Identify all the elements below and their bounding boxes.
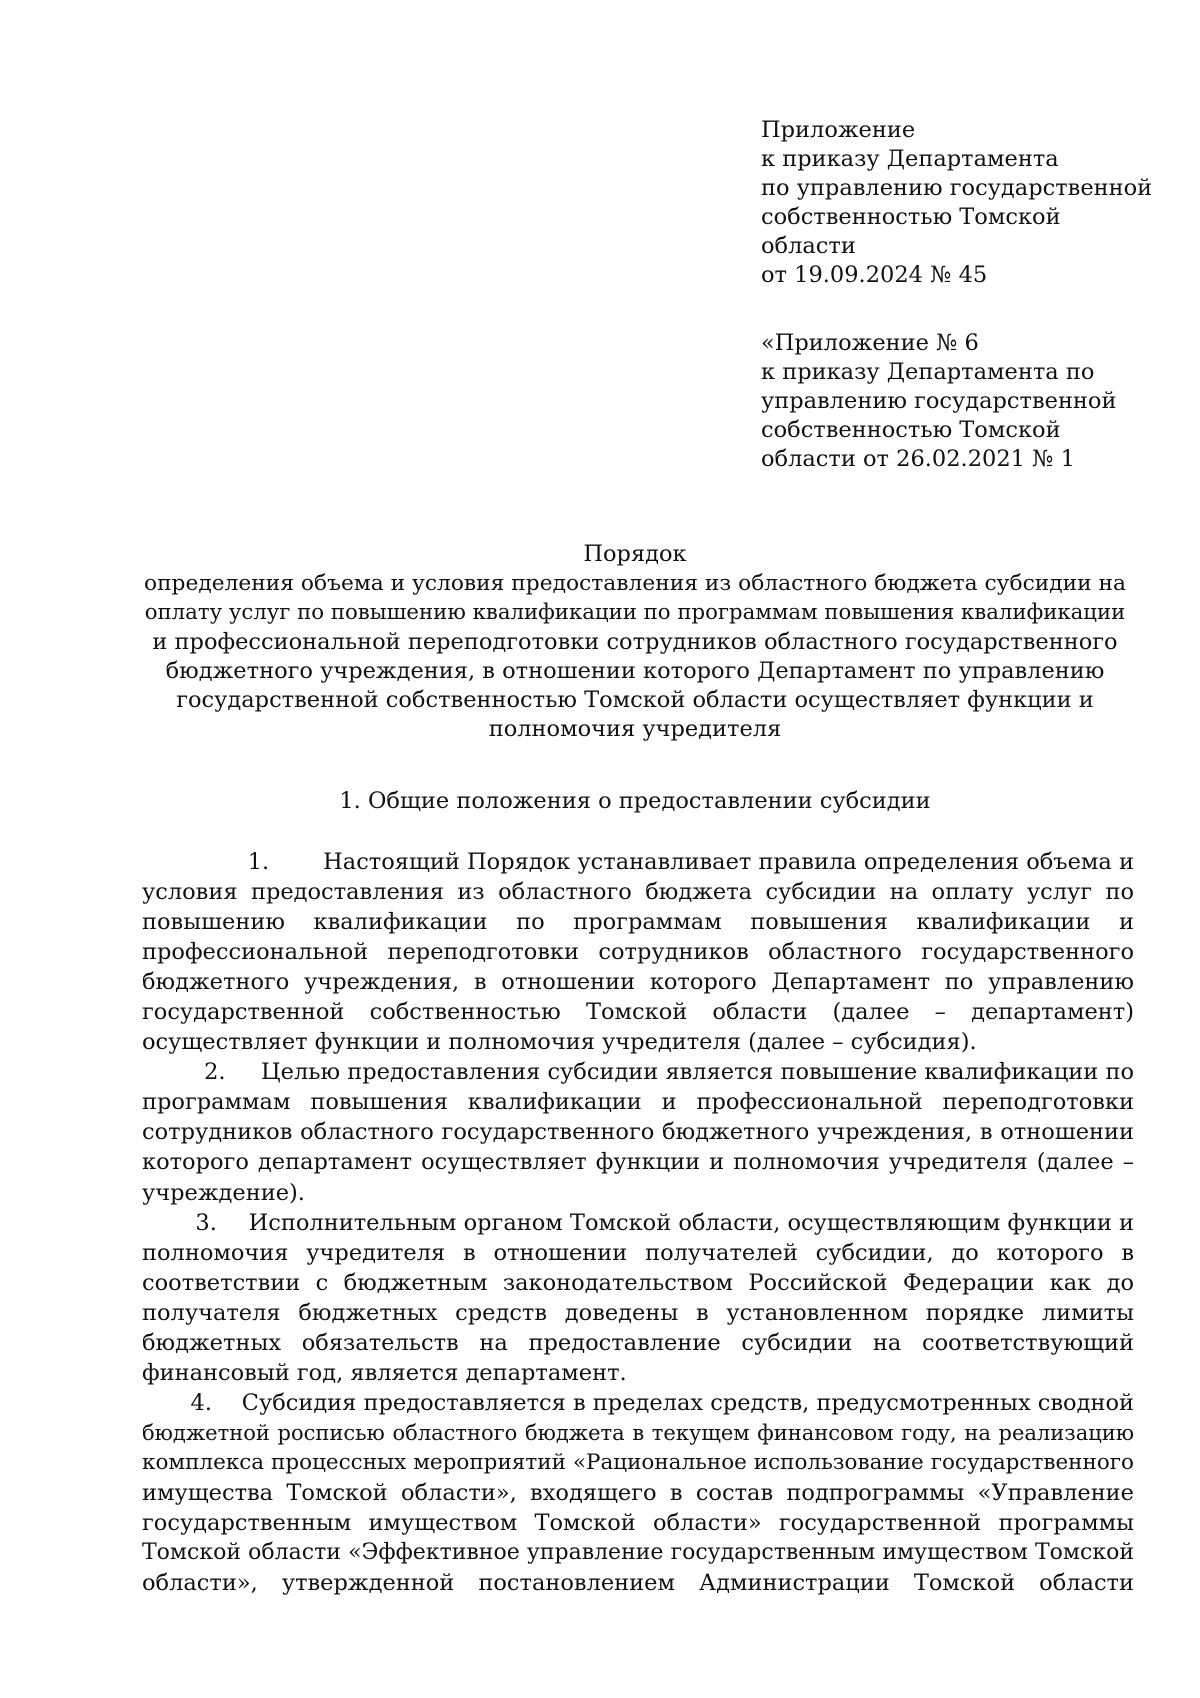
paragraph-4 <box>142 1388 1134 1598</box>
paragraph-number: 1. <box>247 849 270 875</box>
paragraph-2 <box>142 1057 1134 1207</box>
paragraph-line: учреждение). <box>142 1179 305 1206</box>
paragraph-line: получателя бюджетных средств доведены в установленном порядке лимиты <box>142 1299 1134 1326</box>
section-heading: 1. Общие положения о предоставлении субсидии <box>339 788 931 814</box>
paragraph-line: программам повышения квалификации и профессиональной переподготовки <box>142 1089 1134 1116</box>
appendix-note-original-order <box>761 329 1161 474</box>
paragraph-line: повышению квалификации по программам повышения квалификации и <box>142 909 1134 936</box>
paragraph-line: Целью предоставления субсидии является повышение квалификации по <box>261 1059 1134 1086</box>
document-body <box>142 847 1134 1598</box>
paragraph-line: Исполнительным органом Томской области, осуществляющим функции и <box>248 1209 1134 1236</box>
title-line: и профессиональной переподготовки сотрудников областного государственного <box>152 628 1118 655</box>
paragraph-first-line <box>142 1388 1134 1418</box>
appendix-line: к приказу Департамента <box>761 146 1059 172</box>
paragraph-1 <box>142 847 1134 1057</box>
title-line: государственной собственностью Томской области осуществляет функции и <box>176 687 1094 714</box>
paragraph-first-line <box>142 1057 1134 1087</box>
paragraph-line: бюджетной росписью областного бюджета в текущем финансовом году, на реализацию <box>142 1420 1134 1445</box>
paragraph-line: которого департамент осуществляет функции и полномочия учредителя (далее – <box>142 1149 1134 1176</box>
paragraph-first-line <box>142 1208 1134 1238</box>
paragraph-line: Субсидия предоставляется в пределах средств, предусмотренных сводной <box>241 1389 1134 1416</box>
paragraph-line: Настоящий Порядок устанавливает правила определения объема и <box>323 849 1134 875</box>
appendix-line: Приложение <box>761 117 916 143</box>
appendix-note-current-order <box>761 116 1161 290</box>
title-line: Порядок <box>583 541 687 567</box>
paragraph-first-line <box>142 847 1134 877</box>
paragraph-line: области», утвержденной постановлением Администрации Томской области <box>142 1570 1134 1597</box>
paragraph-line: имущества Томской области», входящего в состав подпрограммы «Управление <box>142 1479 1134 1506</box>
paragraph-line: сотрудников областного государственного бюджетного учреждения, в отношении <box>142 1119 1134 1146</box>
title-line: полномочия учредителя <box>488 716 782 743</box>
paragraph-line: условия предоставления из областного бюджета субсидии на оплату услуг по <box>142 879 1134 906</box>
paragraph-3 <box>142 1208 1134 1388</box>
title-line: бюджетного учреждения, в отношении которого Департамент по управлению <box>165 657 1105 684</box>
appendix-line: собственностью Томской <box>761 204 1061 230</box>
appendix-line: области от 26.02.2021 № 1 <box>761 446 1075 472</box>
paragraph-line: бюджетных обязательств на предоставление субсидии на соответствующий <box>142 1329 1134 1356</box>
paragraph-number: 3. <box>195 1209 217 1236</box>
paragraph-line: соответствии с бюджетным законодательством Российской Федерации как до <box>142 1269 1134 1296</box>
appendix-line: собственностью Томской <box>761 417 1061 443</box>
paragraph-line: государственной собственностью Томской области (далее – департамент) <box>142 999 1134 1026</box>
appendix-line: от 19.09.2024 № 45 <box>761 262 988 288</box>
appendix-line: управлению государственной <box>761 388 1117 414</box>
paragraph-line: финансовый год, является департамент. <box>142 1359 627 1386</box>
paragraph-line: комплекса процессных мероприятий «Рациональное использование государственного <box>142 1449 1134 1475</box>
paragraph-line: профессиональной переподготовки сотрудников областного государственного <box>142 939 1134 966</box>
paragraph-line: осуществляет функции и полномочия учредителя (далее – субсидия). <box>142 1029 977 1056</box>
paragraph-line: полномочия учредителя в отношении получателей субсидии, до которого в <box>142 1239 1134 1266</box>
title-line: оплату услуг по повышению квалификации по программам повышения квалификации <box>144 600 1126 626</box>
paragraph-line: государственным имуществом Томской области» государственной программы <box>142 1510 1134 1537</box>
appendix-line: к приказу Департамента по <box>761 359 1095 385</box>
paragraph-line: Томской области «Эффективное управление государственным имуществом Томской <box>142 1540 1134 1566</box>
appendix-line: области <box>761 233 856 259</box>
document-title <box>140 540 1130 744</box>
paragraph-line: бюджетного учреждения, в отношении которого Департамент по управлению <box>142 969 1134 996</box>
appendix-line: «Приложение № 6 <box>761 330 979 356</box>
appendix-line: по управлению государственной <box>761 175 1153 201</box>
paragraph-number: 4. <box>190 1389 212 1416</box>
title-line: определения объема и условия предоставления из областного бюджета субсидии на <box>143 571 1127 597</box>
paragraph-number: 2. <box>204 1059 226 1086</box>
